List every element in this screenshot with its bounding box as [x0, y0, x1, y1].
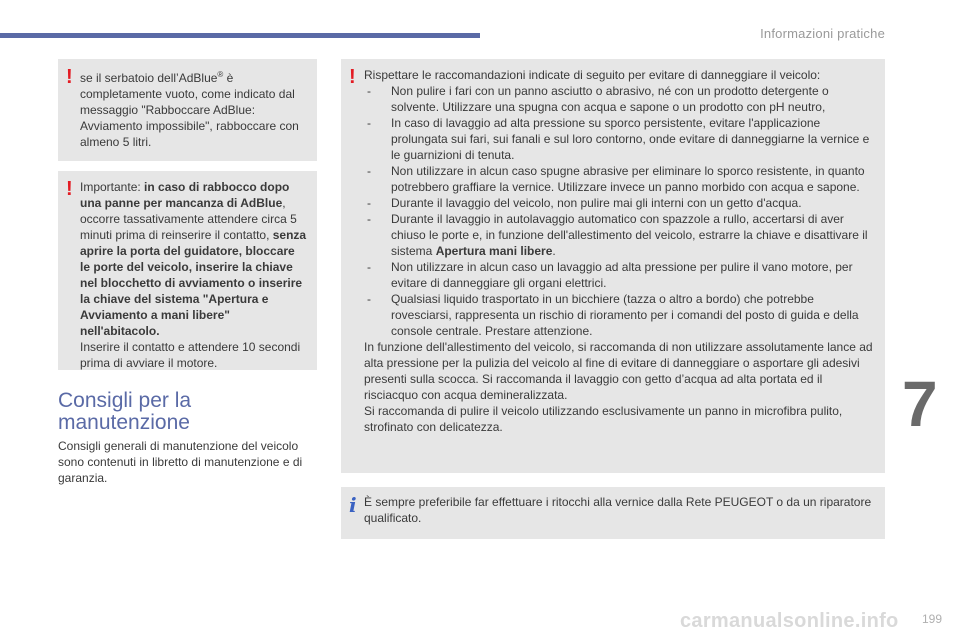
- text-part: , occorre tassativamente attendere circa 5 minuti prima di reinserire il contatto,: [80, 196, 297, 242]
- text-part: Inserire il contatto e attendere 10 secondi prima di avviare il motore.: [80, 340, 301, 370]
- text-part: .: [552, 244, 556, 258]
- cleaning-intro: Rispettare le raccomandazioni indicate di seguito per evitare di danneggiare il veicolo:: [364, 68, 821, 82]
- list-item: - Durante il lavaggio del veicolo, non pulire mai gli interni con un getto d'acqua.: [364, 195, 877, 211]
- list-item: - Non utilizzare in alcun caso un lavaggio ad alta pressione per pulire il vano motore, per evitare di danneggiare gli organi elettrici.: [364, 259, 877, 291]
- info-icon: i: [349, 493, 357, 517]
- warning-icon: !: [66, 178, 73, 200]
- warning-icon: !: [349, 66, 356, 88]
- maintenance-intro: Consigli generali di manutenzione del veicolo sono contenuti in libretto di manutenzione e di garanzia.: [58, 439, 303, 485]
- header-accent-bar: [0, 33, 480, 38]
- text-part: Importante:: [80, 180, 145, 194]
- bold-text: in caso di rabbocco dopo una panne per mancanza di AdBlue: [80, 180, 290, 210]
- list-item: - Non pulire i fari con un panno asciutto o abrasivo, né con un prodotto detergente o solvente. Utilizzare una spugna con acqua e sapone o un prodotto con pH neutro,: [364, 83, 877, 115]
- list-item: [364, 211, 877, 259]
- bold-text: senza aprire la porta del guidatore, bloccare le porte del veicolo, inserire la chiave nel blocchetto di avviamento o inserire la chiave del sistema "Apertura e Avviamento a mani libere" nell'abitacolo.: [80, 228, 307, 338]
- watermark: carmanualsonline.info: [680, 610, 899, 632]
- page-number: 199: [921, 612, 942, 626]
- text-part: Durante il lavaggio in autolavaggio automatico con spazzole a rullo, accertarsi di aver chiuso le porte e, in funzione dell'allestimento del veicolo, estrarre la chiave e disattivare il sistema: [391, 212, 868, 258]
- info-text: È sempre preferibile far effettuare i ritocchi alla vernice dalla Rete PEUGEOT o da un riparatore qualificato.: [364, 495, 872, 525]
- list-item: - Non utilizzare in alcun caso spugne abrasive per eliminare lo sporco resistente, in quanto potrebbero graffiare la vernice. Utilizzare invece un panno morbido con acqua e sapone.: [364, 163, 877, 195]
- warning-box-adblue-refill: [58, 171, 317, 370]
- section-title: Informazioni pratiche: [760, 26, 885, 41]
- chapter-number: 7: [902, 368, 938, 440]
- info-box-paint: [341, 487, 885, 539]
- cleaning-paragraph: Si raccomanda di pulire il veicolo utilizzando esclusivamente un panno in microfibra pulito, strofinato con delicatezza.: [364, 404, 843, 434]
- text-part: se il serbatoio dell’AdBlue: [80, 71, 218, 85]
- cleaning-list: [364, 83, 877, 339]
- cleaning-paragraph: In funzione dell'allestimento del veicolo, si raccomanda di non utilizzare assolutamente lance ad alta pressione per la pulizia del veicolo al fine di evitare di danneggiare o asportare gli adesivi presenti sulla scocca. Si raccomanda il lavaggio con getto d’acqua ad alta portata ed il risciacquo con acqua demineralizzata.: [364, 340, 873, 402]
- warning-text: [80, 67, 307, 150]
- maintenance-heading: Consigli per la manutenzione: [58, 389, 192, 434]
- list-item: - In caso di lavaggio ad alta pressione su sporco persistente, evitare l'applicazione prolungata sui fari, sui fanali e sul loro contorno, onde evitare di danneggiarne la vernice e le guarnizioni di tenuta.: [364, 115, 877, 163]
- list-item: - Qualsiasi liquido trasportato in un bicchiere (tazza o altro a bordo) che potrebbe rovesciarsi, rappresenta un rischio di rioramento per i comandi del posto di guida e della console centrale. Prestare attenzione.: [364, 291, 877, 339]
- warning-icon: !: [66, 66, 73, 88]
- warning-box-adblue-empty: [58, 59, 317, 161]
- text-part: è completamente vuoto, come indicato dal messaggio "Rabboccare AdBlue: Avviamento impossibile", rabboccare con almeno 5 litri.: [80, 71, 299, 149]
- warning-box-cleaning: [341, 59, 885, 473]
- bold-text: Apertura mani libere: [435, 244, 553, 258]
- registered-mark: ®: [217, 70, 224, 79]
- warning-text: [80, 179, 307, 371]
